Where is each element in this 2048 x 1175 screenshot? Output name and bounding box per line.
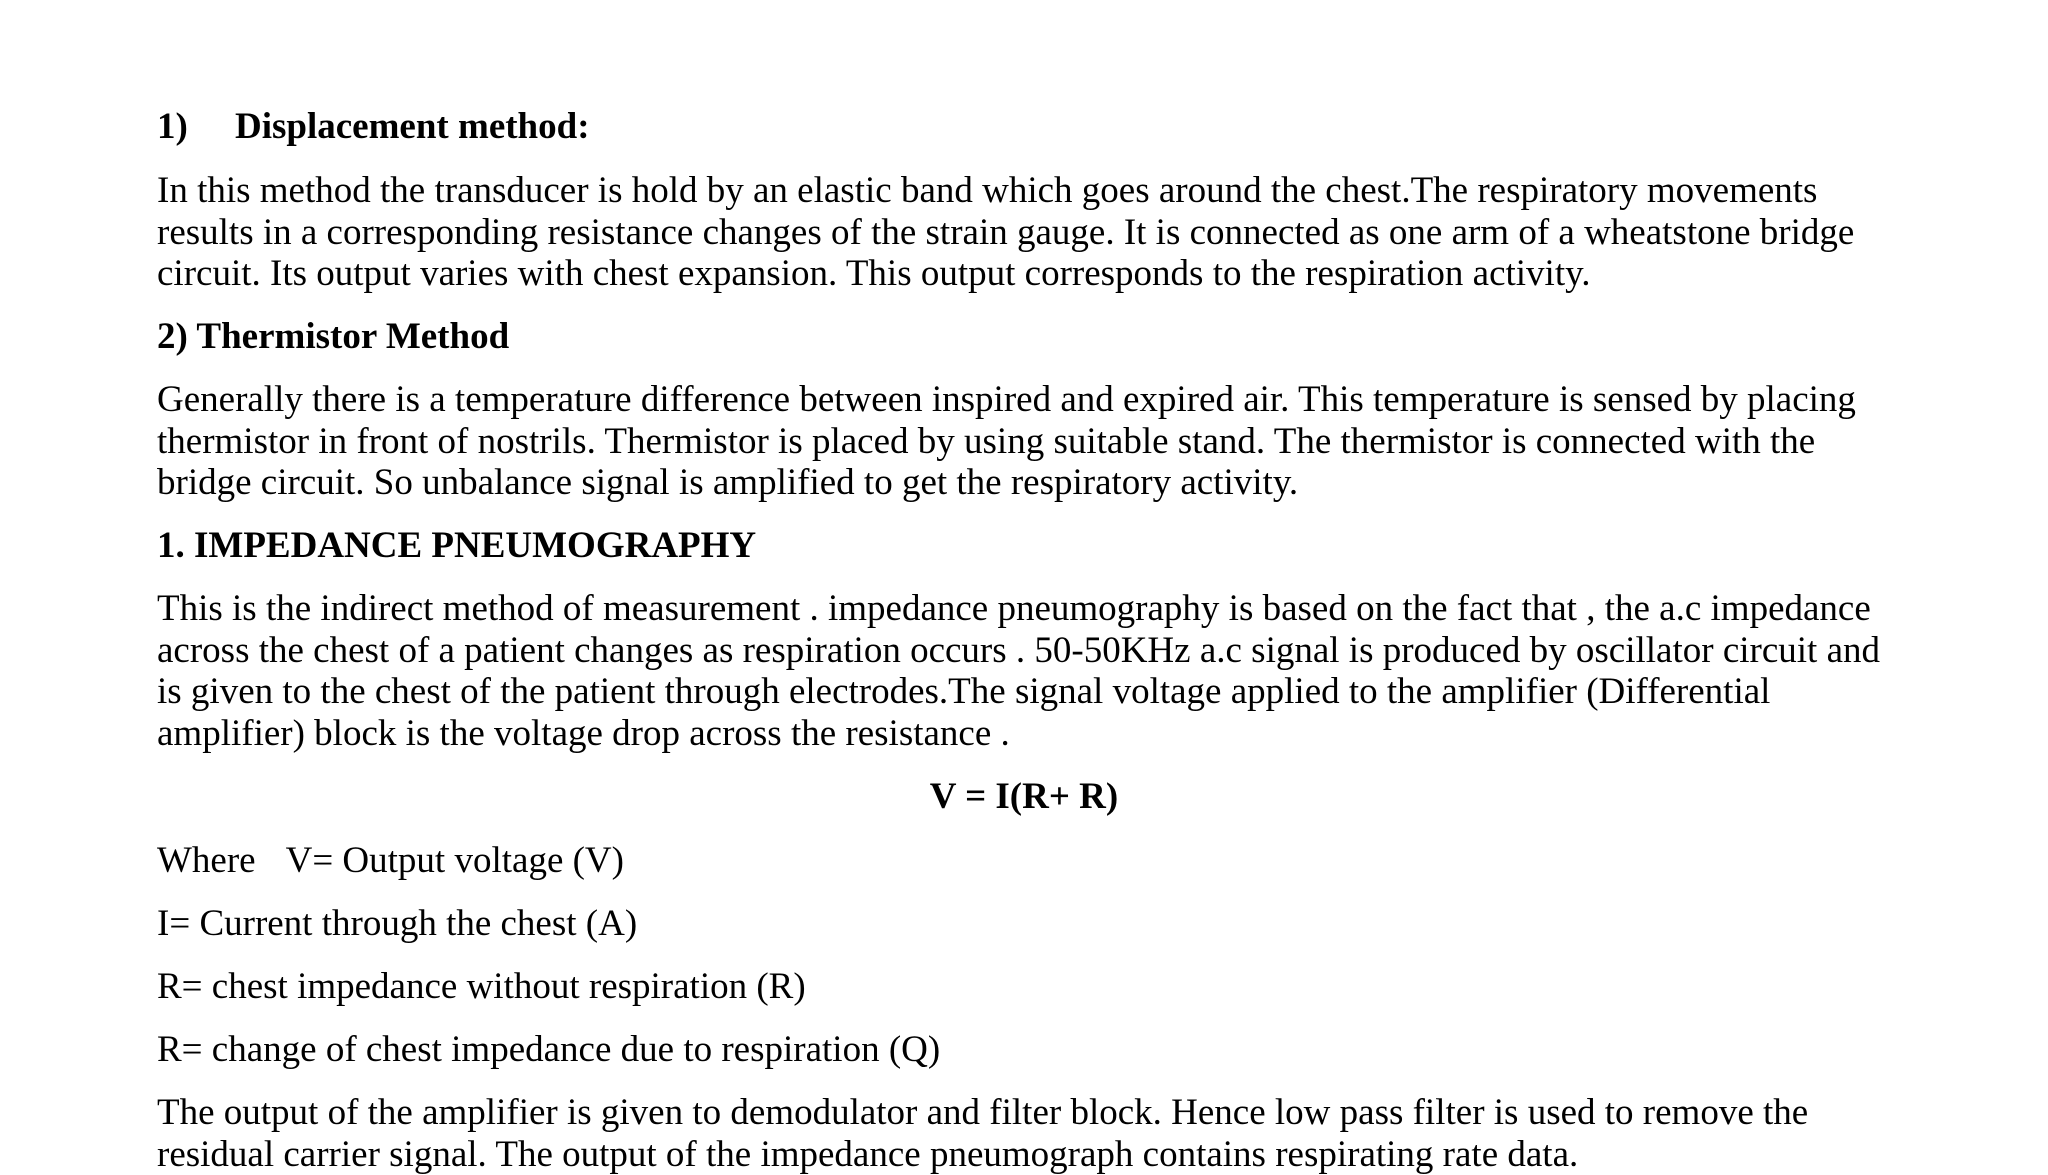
paragraph-line: Generally there is a temperature difference between inspired and expired air. This temperature is sensed by placing: [157, 379, 2017, 421]
section-3-heading: [157, 525, 2017, 567]
paragraph-line: circuit. Its output varies with chest expansion. This output corresponds to the respiration activity.: [157, 253, 2017, 295]
paragraph-line: This is the indirect method of measurement . impedance pneumography is based on the fact that , the a.c impedance: [157, 588, 2017, 630]
section-1-paragraph: [157, 170, 2017, 295]
equation: V = I(R+ R): [0, 776, 2048, 818]
closing-paragraph: [157, 1092, 2017, 1175]
definition-item: R= chest impedance without respiration (R): [157, 966, 2017, 1008]
paragraph-line: thermistor in front of nostrils. Thermistor is placed by using suitable stand. The thermistor is connected with the: [157, 421, 2017, 463]
paragraph-line: residual carrier signal. The output of the impedance pneumograph contains respirating rate data.: [157, 1134, 2017, 1175]
paragraph-line: In this method the transducer is hold by an elastic band which goes around the chest.The respiratory movements: [157, 170, 2017, 212]
where-label: Where: [157, 840, 256, 881]
section-3-title: 1. IMPEDANCE PNEUMOGRAPHY: [157, 525, 756, 566]
section-3-paragraph: [157, 588, 2017, 754]
section-1-number: 1): [157, 106, 235, 148]
paragraph-line: bridge circuit. So unbalance signal is amplified to get the respiratory activity.: [157, 462, 2017, 504]
section-2-title: 2) Thermistor Method: [157, 316, 509, 357]
paragraph-line: across the chest of a patient changes as respiration occurs . 50-50KHz a.c signal is produced by oscillator circuit and: [157, 630, 2017, 672]
section-2-heading: [157, 316, 2017, 358]
definition-item: R= change of chest impedance due to respiration (Q): [157, 1029, 2017, 1071]
definition-item: V= Output voltage (V): [286, 840, 624, 881]
section-2-paragraph: [157, 379, 2017, 504]
definition-where: [157, 840, 2017, 882]
paragraph-line: results in a corresponding resistance changes of the strain gauge. It is connected as one arm of a wheatstone bridge: [157, 212, 2017, 254]
paragraph-line: amplifier) block is the voltage drop across the resistance .: [157, 713, 2017, 755]
paragraph-line: is given to the chest of the patient through electrodes.The signal voltage applied to the amplifier (Differential: [157, 671, 2017, 713]
section-1-title: Displacement method:: [235, 106, 590, 147]
paragraph-line: The output of the amplifier is given to demodulator and filter block. Hence low pass filter is used to remove the: [157, 1092, 2017, 1134]
section-1-heading: [157, 106, 2017, 148]
definition-item: I= Current through the chest (A): [157, 903, 2017, 945]
